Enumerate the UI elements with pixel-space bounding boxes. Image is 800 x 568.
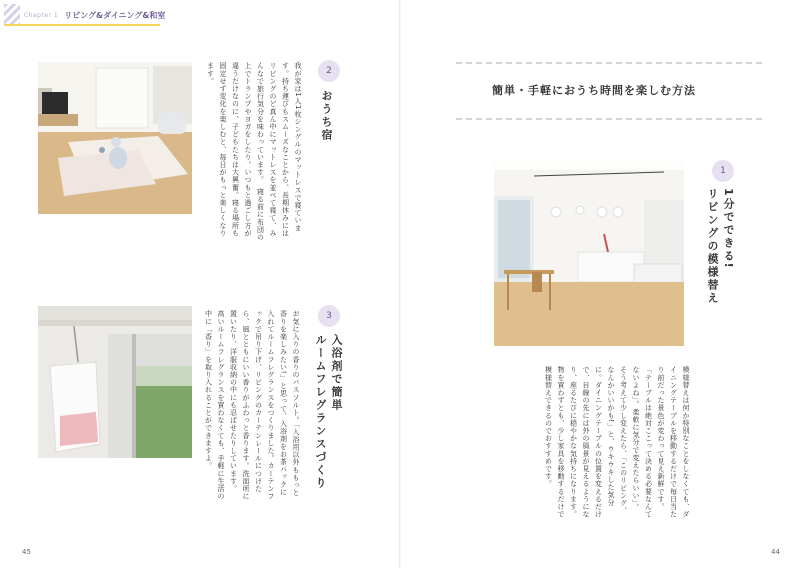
chapter-stripe-icon <box>4 4 20 26</box>
chapter-label: Chapter 1 <box>24 11 59 19</box>
item-number-2: 2 <box>318 60 340 82</box>
photo-ouchi-yado <box>38 62 192 214</box>
section-heading: 簡単・手軽におうち時間を楽しむ方法 <box>492 84 696 97</box>
item-body-moyougae: 模様替えは何か特別なことをしなくても、ダイニングテーブルを移動するだけで毎日当たり前だった景色が変わって見え新鮮です。「テーブルは絶対ここって決める必要なんてないよね」。柔軟に気分で変えたらいい」。そう考えて少し変えたら、「このリビング、なんかいいかも!」と、ウキウキした気分に。ダイニングテーブルの位置を変えるだけで、目線の先には外の風景が見えるようになり、座るたびに穏やかな気持ちになります。物を買わずとも、少し家具を移動するだけで模様替えできるのでおすすめです。 <box>544 366 690 518</box>
right-page <box>400 0 800 568</box>
item-title-fragrance-line2: ルームフレグランスづくり <box>314 334 327 490</box>
page-number-left: 45 <box>22 548 31 556</box>
photo-living-room <box>494 160 684 346</box>
chapter-header <box>0 6 165 24</box>
chapter-underline <box>4 24 160 26</box>
heading-dash-top <box>456 62 762 64</box>
photo-room-fragrance <box>38 306 192 458</box>
item-title-moyougae-line2: リビングの模様替え <box>706 188 719 305</box>
item-title-ouchi-yado: おうち宿 <box>320 90 333 142</box>
item-body-fragrance: お気に入りの香りのバスソルト。「入浴用以外ももっと香りを楽しみたい!」と思って、入浴剤をお茶パックに入れてルームフレグランスをつくりました。カーテンフックで吊り下げ、リビングのカーテンレールにつけたら、風とともにいい香りがふわっと香ります。洗面所に置いたり、洋服収納の中にも忍ばせたりしています。 高いルームフレグランスを買わなくても、手軽に生活の中に「香り」を取り入れることができますよ。 <box>204 310 300 500</box>
item-title-moyougae-line1: 1分でできる! <box>722 188 735 270</box>
item-number-1: 1 <box>712 160 734 182</box>
chapter-title: リビング&ダイニング&和室 <box>64 10 166 20</box>
heading-dash-bottom <box>456 118 762 120</box>
item-number-3: 3 <box>318 305 340 327</box>
item-title-fragrance-line1: 入浴剤で簡単 <box>330 334 343 412</box>
page-number-right: 44 <box>771 548 780 556</box>
item-body-ouchi-yado: 我が家は1人1枚シングルのマットレスで寝ています。持ち運びもスムーズなことから、長期休みにはリビングのど真ん中にマットレスを並べて寝て、みんなで旅行気分を味わっています。 寝る前に布団の上でトランプやヨガをしたり。いつもと過ごし方が違うだけなのに、子どもたちは大興奮。寝る場所も固定せず変化を楽しむと、毎日がもっと楽しくなります。 <box>206 62 302 241</box>
